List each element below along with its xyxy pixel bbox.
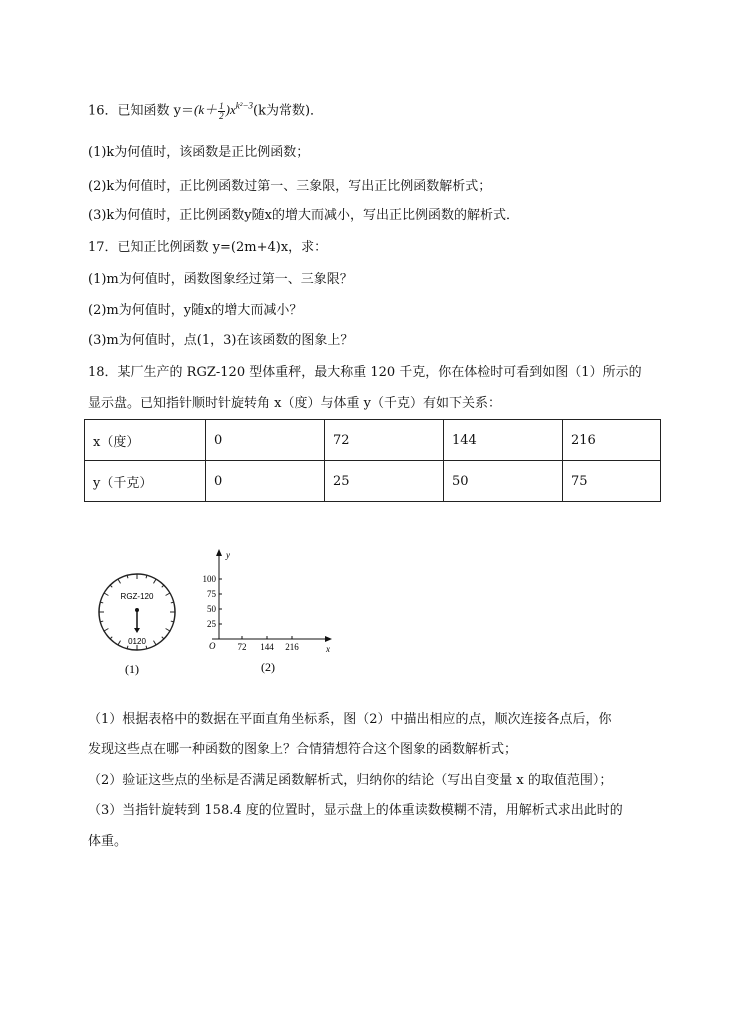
table-cell: 50	[444, 461, 563, 502]
q18-part-3a: （3）当指针旋转到 158.4 度的位置时，显示盘上的体重读数模糊不清，用解析式求出此时的	[88, 803, 623, 818]
figure-caption-2: (2)	[261, 660, 275, 674]
coordinate-axes	[203, 549, 333, 674]
table-cell: 75	[563, 461, 661, 502]
q18-part-1a: （1）根据表格中的数据在平面直角坐标系，图（2）中描出相应的点，顺次连接各点后，你	[88, 712, 612, 727]
table-cell: 0	[206, 420, 325, 461]
dial-tick	[110, 585, 112, 587]
x-tick-label: 72	[237, 642, 247, 652]
x-tick-label: 216	[285, 642, 299, 652]
dial-tick	[154, 641, 157, 645]
dial-pivot	[135, 608, 139, 612]
dial-tick	[166, 593, 170, 596]
q18-stem-line1: 18．某厂生产的 RGZ-120 型体重秤，最大称重 120 千克，你在体检时可看到如图（1）所示的	[88, 365, 642, 380]
figure-caption-1: (1)	[125, 662, 139, 676]
table-cell: 25	[325, 461, 444, 502]
dial-tick	[118, 641, 121, 645]
q16-formula: (k＋ $\frac{1}{2}$ )$x^{k^2-3}$	[194, 100, 254, 121]
q17-item-3: (3)m为何值时，点(1，3)在该函数的图象上？	[88, 333, 354, 348]
q16-fraction: $\frac{1}{2}$	[219, 100, 224, 121]
table-cell: 72	[325, 420, 444, 461]
dial-tick	[154, 579, 157, 583]
table-cell: x（度）	[85, 420, 206, 461]
dial-tick	[162, 585, 164, 587]
q18-stem-line2: 显示盘。已知指针顺时针旋转角 x（度）与体重 y（千克）有如下关系：	[88, 396, 501, 411]
origin-label: O	[209, 641, 216, 651]
table-row	[85, 420, 661, 461]
q17-stem: 17．已知正比例函数 y=(2m+4)x，求：	[88, 240, 328, 255]
y-tick-label: 25	[207, 619, 216, 629]
dial-reading: 0120	[128, 637, 146, 646]
needle-arrow	[134, 628, 140, 633]
q18-part-3b: 体重。	[88, 834, 128, 849]
table-row	[85, 461, 661, 502]
q18-part-2: （2）验证这些点的坐标是否满足函数解析式，归纳你的结论（写出自变量 x 的取值范围）；	[88, 773, 613, 788]
y-tick-label: 50	[207, 604, 216, 614]
x-tick-label: 144	[260, 642, 274, 652]
y-axis-label: y	[226, 550, 230, 560]
dial-tick	[104, 629, 108, 632]
dial-tick	[162, 637, 164, 639]
q17-item-1: (1)m为何值时，函数图象经过第一、三象限？	[88, 272, 353, 287]
dial-tick	[118, 579, 121, 583]
q18-part-1b: 发现这些点在哪一种函数的图象上？合情猜想符合这个图象的函数解析式；	[88, 742, 518, 757]
q16-item-2: (2)k为何值时，正比例函数过第一、三象限，写出正比例函数解析式；	[88, 179, 492, 194]
q16-item-1: (1)k为何值时，该函数是正比例函数；	[88, 145, 310, 160]
q16-stem	[88, 97, 323, 121]
table-cell: y（千克）	[85, 461, 206, 502]
scale-dial	[99, 574, 175, 676]
dial-tick	[166, 629, 170, 632]
y-tick-label: 75	[207, 589, 216, 599]
table-cell: 216	[563, 420, 661, 461]
q17-item-2: (2)m为何值时，y随x的增大而减小？	[88, 303, 303, 318]
y-axis-arrow	[216, 549, 222, 556]
dial-tick	[110, 637, 112, 639]
table-cell: 0	[206, 461, 325, 502]
q16-suffix: (k为常数)．	[253, 103, 324, 119]
figure-area	[92, 548, 352, 683]
q16-prefix: 16．已知函数 y＝	[88, 103, 195, 119]
table-cell: 144	[444, 420, 563, 461]
x-axis-arrow	[325, 636, 332, 642]
data-table	[84, 419, 661, 502]
dial-label: RGZ-120	[120, 592, 154, 601]
x-axis-label: x	[326, 644, 330, 654]
y-tick-label: 100	[202, 574, 216, 584]
q16-item-3: (3)k为何值时，正比例函数y随x的增大而减小，写出正比例函数的解析式．	[88, 208, 519, 223]
dial-tick	[104, 593, 108, 596]
